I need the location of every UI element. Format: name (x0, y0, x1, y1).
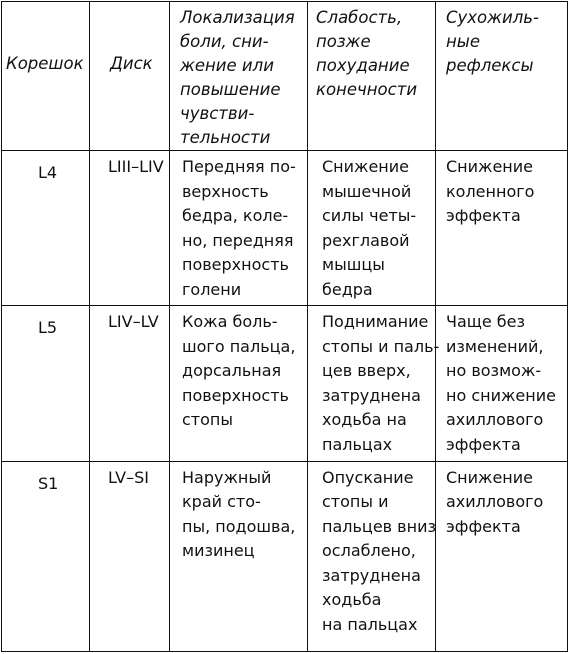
header-weakness: Слабость, позже похудание конечности (308, 2, 436, 151)
cell-pain: Передняя по- верхность бедра, коле- но, передняя поверхность голени (170, 151, 308, 306)
header-root: Корешок (2, 2, 90, 151)
cell-reflexes: Снижение коленного эффекта (436, 151, 568, 306)
cell-pain: Наружный край сто- пы, подошва, мизинец (170, 461, 308, 651)
cell-weakness: Поднимание стопы и паль- цев вверх, затруднена ходьба на пальцах (308, 306, 436, 461)
cell-pain: Кожа боль- шого пальца, дорсальная поверхность стопы (170, 306, 308, 461)
cell-reflexes: Чаще без изменений, но возмож- но снижение ахиллового эффекта (436, 306, 568, 461)
table-row (2, 461, 568, 651)
cell-disc: LIV–LV (90, 306, 170, 461)
header-disc: Диск (90, 2, 170, 151)
cell-root: L4 (2, 151, 90, 306)
table-row (2, 306, 568, 461)
cell-root: L5 (2, 306, 90, 461)
data-table (1, 1, 568, 652)
header-reflexes: Сухожиль- ные рефлексы (436, 2, 568, 151)
cell-weakness: Снижение мышечной силы четы- рехглавой мышцы бедра (308, 151, 436, 306)
header-pain: Локализация боли, сни- жение или повышение чувстви- тельности (170, 2, 308, 151)
table-row (2, 151, 568, 306)
cell-weakness: Опускание стопы и пальцев вниз ослаблено, затруднена ходьба на пальцах (308, 461, 436, 651)
cell-disc: LIII–LIV (90, 151, 170, 306)
header-row (2, 2, 568, 151)
cell-reflexes: Снижение ахиллового эффекта (436, 461, 568, 651)
cell-root: S1 (2, 461, 90, 651)
cell-disc: LV–SI (90, 461, 170, 651)
